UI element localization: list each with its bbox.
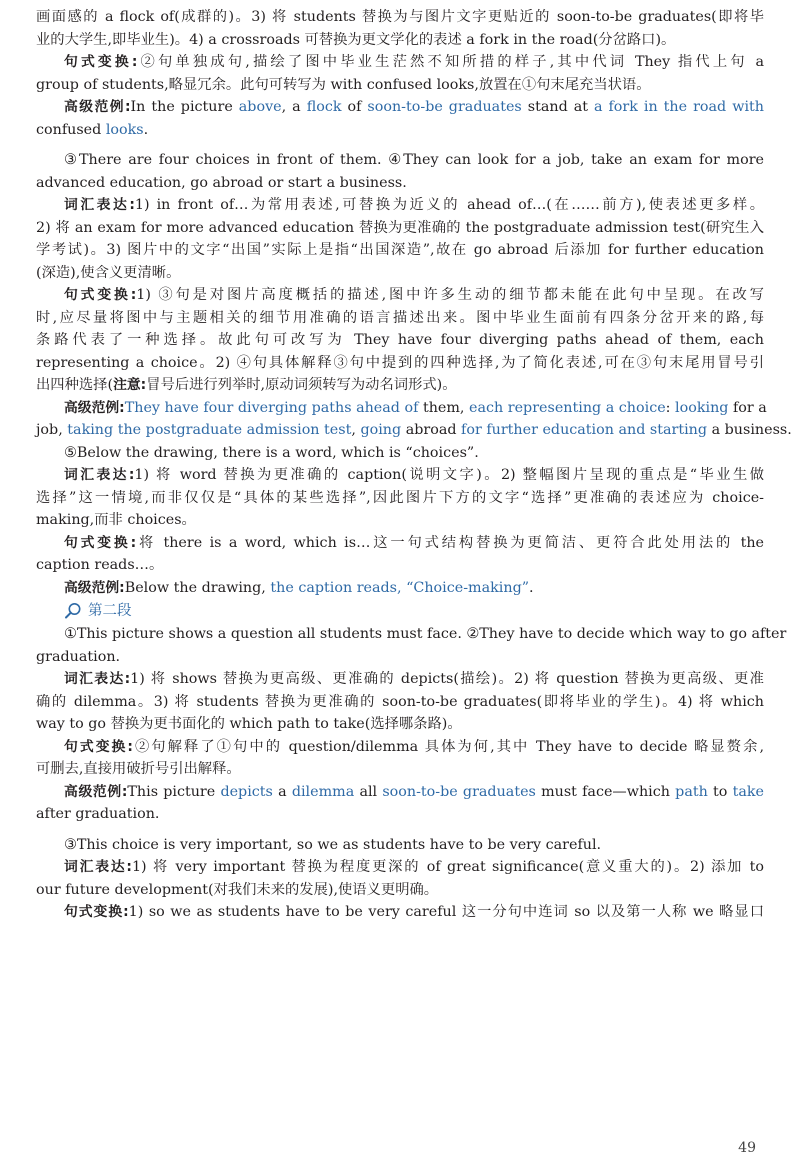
text-line: caption reads…。 bbox=[36, 557, 164, 573]
highlight-span: the caption reads, “Choice-making” bbox=[270, 579, 530, 596]
text-line: 确的 dilemma。3) 将 students 替换为更准确的 soon-to-be graduates(即将毕业的学生)。4) 将 which bbox=[36, 693, 764, 710]
magnifier-icon bbox=[64, 602, 82, 620]
sentence-line: ①This picture shows a question all students must face. ②They have to decide which way to go after bbox=[64, 626, 787, 642]
label-vocabulary: 词汇表达: bbox=[64, 859, 132, 875]
text-span: In the picture bbox=[130, 99, 239, 115]
text-span: 出四种选择( bbox=[36, 377, 114, 393]
highlight-span: going bbox=[360, 422, 402, 438]
text-span: , a bbox=[281, 99, 307, 115]
section-heading bbox=[36, 599, 764, 623]
highlight-span: a fork in the road with bbox=[593, 99, 764, 115]
highlight-span: take bbox=[732, 783, 764, 800]
sentence-line: graduation. bbox=[36, 648, 121, 665]
highlight-span: soon-to-be graduates bbox=[382, 783, 536, 800]
text-line: representing a choice。2) ④句具体解释③句中提到的四种选择,为了简化表述,可在③句末尾用冒号引 bbox=[36, 354, 764, 371]
text-span: all bbox=[354, 783, 383, 800]
text-line: group of students,略显冗余。此句可转写为 with confused looks,放置在①句末尾充当状语。 bbox=[36, 76, 651, 93]
text-span: of bbox=[341, 99, 368, 115]
example-line bbox=[36, 397, 767, 420]
text-line bbox=[36, 532, 764, 555]
label-example: 高级范例: bbox=[64, 399, 125, 416]
label-sentence-transform: 句式变换: bbox=[64, 287, 137, 303]
text-line: 2) 将 an exam for more advanced education 替换为更准确的 the postgraduate admission test(研究生入 bbox=[36, 219, 764, 236]
text-span: . bbox=[143, 121, 149, 138]
example-line bbox=[36, 96, 764, 119]
text-line: 条路代表了一种选择。故此句可改写为 They have four diverging paths ahead of them, each bbox=[36, 332, 764, 348]
text-line: our future development(对我们未来的发展),使语义更明确。 bbox=[36, 881, 439, 898]
label-example: 高级范例: bbox=[64, 783, 128, 800]
highlight-span: path bbox=[675, 783, 708, 800]
page-body bbox=[36, 6, 792, 924]
text-span: a business. bbox=[707, 422, 792, 438]
sentence-line: ③This choice is very important, so we as students have to be very careful. bbox=[64, 836, 602, 853]
text-line: way to go 替换为更书面化的 which path to take(选择哪条路)。 bbox=[36, 716, 462, 732]
label-vocabulary: 词汇表达: bbox=[64, 197, 135, 213]
text-span: them, bbox=[418, 399, 470, 416]
highlight-span: soon-to-be graduates bbox=[367, 99, 522, 115]
text-span: 1) 将 word 替换为更准确的 caption(说明文字)。2) 整幅图片呈现的重点是“毕业生做 bbox=[134, 467, 764, 483]
page-number: 49 bbox=[738, 1140, 756, 1156]
text-line: 学考试)。3) 图片中的文字“出国”实际上是指“出国深造”,故在 go abroad 后添加 for further education bbox=[36, 242, 764, 258]
text-span: to bbox=[707, 783, 733, 800]
text-span: job, bbox=[36, 422, 68, 438]
label-example: 高级范例: bbox=[64, 99, 131, 115]
text-line: 时,应尽量将图中与主题相关的细节用准确的语言描述出来。图中毕业生面前有四条分岔开来的路,每 bbox=[36, 309, 764, 326]
text-line bbox=[36, 736, 764, 759]
highlight-span: depicts bbox=[220, 783, 273, 800]
label-sentence-transform: 句式变换: bbox=[64, 904, 129, 920]
text-span: Below the drawing, bbox=[124, 579, 271, 596]
section-title: 第二段 bbox=[88, 603, 132, 619]
text-line: 业的大学生,即毕业生)。4) a crossroads 可替换为更文学化的表述 a fork in the road(分岔路口)。 bbox=[36, 31, 676, 48]
text-line bbox=[36, 374, 764, 397]
example-line bbox=[36, 119, 764, 142]
text-span: 1) 将 very important 替换为程度更深的 of great significance(意义重大的)。2) 添加 to bbox=[131, 859, 764, 875]
text-line bbox=[36, 194, 764, 217]
example-line bbox=[36, 577, 764, 600]
text-line: 画面感的 a flock of(成群的)。3) 将 students 替换为与图片文字更贴近的 soon-to-be graduates(即将毕 bbox=[36, 9, 764, 25]
text-line bbox=[36, 668, 764, 691]
text-line bbox=[36, 284, 764, 307]
text-span: 冒号后进行列举时,原动词须转写为动名词形式)。 bbox=[146, 377, 457, 393]
text-span: This picture bbox=[127, 783, 221, 800]
text-line: (深造),使含义更清晰。 bbox=[36, 264, 181, 281]
text-line: making,而非 choices。 bbox=[36, 512, 196, 528]
text-span: for a bbox=[728, 399, 767, 416]
sentence-line: ③There are four choices in front of them. ④They can look for a job, take an exam for more bbox=[64, 152, 764, 168]
highlight-span: above bbox=[238, 99, 282, 115]
highlight-span: looking bbox=[675, 399, 729, 416]
text-span: 1) ③句是对图片高度概括的描述,图中许多生动的细节都未能在此句中呈现。在改写 bbox=[136, 287, 764, 303]
highlight-span: each representing a choice bbox=[469, 399, 666, 416]
text-line bbox=[36, 51, 764, 74]
label-example: 高级范例: bbox=[64, 579, 125, 596]
text-span: abroad bbox=[401, 422, 462, 438]
text-span: 将 there is a word, which is…这一句式结构替换为更简洁、更符合此处用法的 the bbox=[136, 534, 764, 551]
text-span: a bbox=[272, 783, 292, 800]
highlight-span: taking the postgraduate admission test bbox=[67, 422, 352, 438]
highlight-span: dilemma bbox=[291, 783, 355, 800]
text-span: 1) so we as students have to be very careful 这一分句中连词 so 以及第一人称 we 略显口 bbox=[128, 904, 764, 920]
text-span: stand at bbox=[521, 99, 594, 115]
highlight-span: flock bbox=[306, 99, 342, 115]
text-line: 选择”这一情境,而非仅仅是“具体的某些选择”,因此图片下方的文字“选择”更准确的表述应为 choice- bbox=[36, 489, 764, 506]
highlight-span: looks bbox=[105, 121, 144, 138]
text-span: ②句单独成句,描绘了图中毕业生茫然不知所措的样子,其中代词 They 指代上句 a bbox=[137, 54, 764, 70]
sentence-line: ⑤Below the drawing, there is a word, which is “choices”. bbox=[64, 444, 479, 461]
text-span: 1) in front of…为常用表述,可替换为近义的 ahead of…(在……前方),使表述更多样。 bbox=[134, 197, 764, 213]
text-span: : bbox=[665, 399, 676, 416]
sentence-line: advanced education, go abroad or start a business. bbox=[36, 174, 407, 191]
text-span: ②句解释了①句中的 question/dilemma 具体为何,其中 They have to decide 略显赘余, bbox=[132, 738, 764, 755]
text-line: 可删去,直接用破折号引出解释。 bbox=[36, 761, 241, 777]
label-sentence-transform: 句式变换: bbox=[64, 54, 138, 70]
text-line bbox=[36, 901, 764, 924]
text-span: must face—which bbox=[535, 783, 676, 800]
highlight-span: They have four diverging paths ahead of bbox=[124, 399, 419, 416]
text-span: , bbox=[351, 422, 361, 438]
text-line bbox=[36, 464, 764, 487]
example-line: after graduation. bbox=[36, 806, 160, 822]
label-sentence-transform: 句式变换: bbox=[64, 738, 133, 755]
text-span: 1) 将 shows 替换为更高级、更准确的 depicts(描绘)。2) 将 question 替换为更高级、更准 bbox=[130, 671, 764, 687]
label-vocabulary: 词汇表达: bbox=[64, 467, 135, 483]
highlight-span: for further education and starting bbox=[461, 422, 708, 438]
text-line bbox=[36, 856, 764, 879]
text-span: . bbox=[529, 579, 534, 596]
label-sentence-transform: 句式变换: bbox=[64, 534, 137, 551]
example-line bbox=[36, 419, 792, 442]
label-vocabulary: 词汇表达: bbox=[64, 671, 131, 687]
text-span: confused bbox=[36, 121, 106, 138]
example-line bbox=[36, 781, 764, 804]
note-label: 注意: bbox=[113, 377, 147, 393]
